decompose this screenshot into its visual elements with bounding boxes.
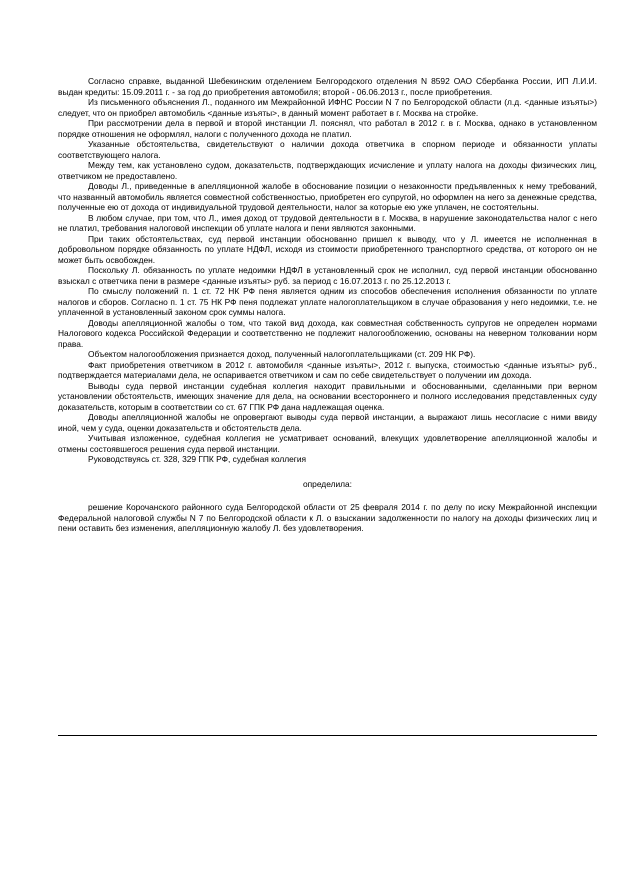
paragraph: Факт приобретения ответчиком в 2012 г. автомобиля <данные изъяты>, 2012 г. выпуска, стоимостью <данные изъяты> руб., подтверждается материалами дела, не оспаривается ответчиком и сам по себе свидетельствует о получении им дохода. [58, 359, 597, 380]
paragraph: Поскольку Л. обязанность по уплате недоимки НДФЛ в установленный срок не исполнил, суд первой инстанции обоснованно взыскал с ответчика пени в размере <данные изъяты> руб. за период с 16.07.2013 г. по 25.12.2013 г. [58, 265, 597, 286]
paragraph: Доводы апелляционной жалобы о том, что такой вид дохода, как совместная собственность супругов не определен нормами Налогового кодекса Российской Федерации и соответственно не подлежит налогообложению, основаны на неверном толковании норм права. [58, 317, 597, 349]
paragraph: Выводы суда первой инстанции судебная коллегия находит правильными и обоснованными, сделанными при верном установлении обстоятельств, имеющих значение для дела, на основании всестороннего и полного исследования представленных суду доказательств, которым в соответствии со ст. 67 ГПК РФ дана надлежащая оценка. [58, 380, 597, 412]
paragraph: В любом случае, при том, что Л., имея доход от трудовой деятельности в г. Москва, в нарушение законодательства налог с него не платил, требования налоговой инспекции об уплате налога и пени являются законными. [58, 212, 597, 233]
paragraph: Между тем, как установлено судом, доказательств, подтверждающих исчисление и уплату налога на доходы физических лиц, ответчиком не предоставлено. [58, 160, 597, 181]
paragraph: Учитывая изложенное, судебная коллегия не усматривает оснований, влекущих удовлетворение апелляционной жалобы и отмены состоявшегося решения суда первой инстанции. [58, 433, 597, 454]
paragraph: Доводы Л., приведенные в апелляционной жалобе в обоснование позиции о незаконности предъявленных к нему требований, что названный автомобиль является совместной собственностью, приобретен его супругой, но оформлен на него за денежные средства, полученные ею от дохода от индивидуальной трудовой деятельности, налог за которые ею уже уплачен, не состоятельны. [58, 181, 597, 212]
ruling-heading: определила: [302, 478, 353, 489]
divider-line [58, 735, 597, 736]
paragraph: Указанные обстоятельства, свидетельствуют о наличии дохода ответчика в спорном периоде и обязанности уплаты соответствующего налога. [58, 139, 597, 160]
paragraph: При таких обстоятельствах, суд первой инстанции обоснованно пришел к выводу, что у Л. имеется не исполненная в добровольном порядке обязанность по уплате НДФЛ, исходя из стоимости приобретенного транспортного средства, от которого он не может быть освобожден. [58, 233, 597, 265]
paragraph: По смыслу положений п. 1 ст. 72 НК РФ пеня является одним из способов обеспечения исполнения обязанности по уплате налогов и сборов. Согласно п. 1 ст. 75 НК РФ пеня подлежат уплате налогоплательщиком в случае образования у него недоимки, т.е. не уплаченной в установленный законом срок суммы налога. [58, 286, 597, 317]
paragraph: Руководствуясь ст. 328, 329 ГПК РФ, судебная коллегия [88, 454, 307, 464]
paragraph: При рассмотрении дела в первой и второй инстанции Л. пояснял, что работал в 2012 г. в г. Москва, однако в установленном порядке отношения не оформлял, налоги с полученного дохода не платил. [58, 118, 597, 139]
paragraph: Из письменного объяснения Л., поданного им Межрайонной ИФНС России N 7 по Белгородской области (л.д. <данные изъяты>) следует, что он приобрел автомобиль <данные изъяты>, в данный момент работает в г. Москва на стройке. [58, 97, 597, 118]
paragraph: Согласно справке, выданной Шебекинским отделением Белгородского отделения N 8592 ОАО Сбербанка России, ИП Л.И.И. выдан кредиты: 15.09.2011 г. - за год до приобретения автомобиля; второй - 06.06.2013 г., после приобретения. [58, 76, 597, 97]
ruling-text: решение Корочанского районного суда Белгородской области от 25 февраля 2014 г. по делу по иску Межрайонной инспекции Федеральной налоговой службы N 7 по Белгородской области к Л. о взыскании задолженности по налогу на доходы физических лиц и пени оставить без изменения, апелляционную жалобу Л. без удовлетворения. [58, 502, 597, 533]
paragraph: Объектом налогообложения признается доход, полученный налогоплательщиками (ст. 209 НК РФ). [88, 349, 476, 359]
paragraph: Доводы апелляционной жалобы не опровергают выводы суда первой инстанции, а выражают лишь несогласие с ними ввиду иной, чем у суда, оценки доказательств и обстоятельств дела. [58, 412, 597, 433]
document-body [58, 76, 597, 534]
